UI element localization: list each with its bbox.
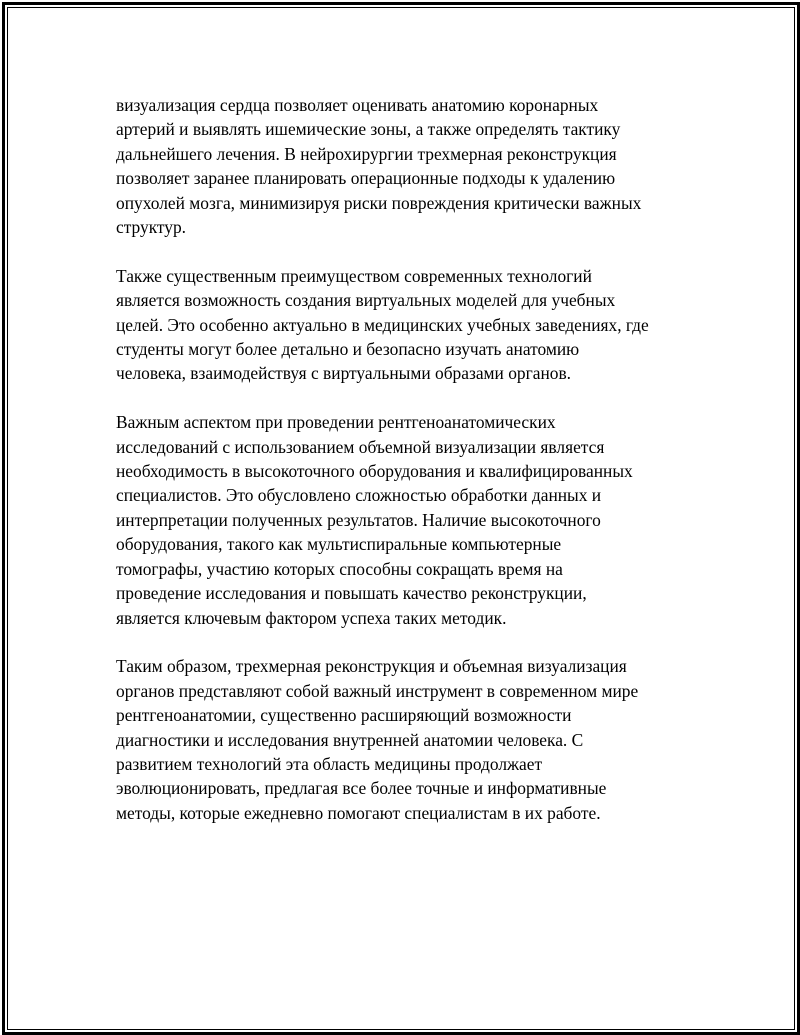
text-line: рентгеноанатомии, существенно расширяющий возможности <box>116 705 572 726</box>
text-line: интерпретации полученных результатов. Наличие высокоточного <box>116 509 601 530</box>
text-line: структур. <box>116 217 187 238</box>
paragraph-educational-models <box>116 264 701 386</box>
text-line: Важным аспектом при проведении рентгеноанатомических <box>116 412 556 433</box>
text-line: визуализация сердца позволяет оценивать анатомию коронарных <box>116 95 599 115</box>
text-line: развитием технологий эта область медицины продолжает <box>116 753 543 774</box>
text-line: оборудования, такого как мультиспиральные компьютерные <box>116 534 562 555</box>
text-line: целей. Это особенно актуально в медицинских учебных заведениях, где <box>116 314 649 335</box>
text-line: артерий и выявлять ишемические зоны, а также определять тактику <box>116 119 621 140</box>
text-line: Таким образом, трехмерная реконструкция и объемная визуализация <box>116 656 627 677</box>
document-body <box>116 93 701 850</box>
paragraph-equipment-specialists <box>116 410 701 630</box>
paragraph-conclusion <box>116 654 701 825</box>
text-line: исследований с использованием объемной визуализации является <box>116 436 605 457</box>
text-line: является ключевым фактором успеха таких методик. <box>116 607 507 628</box>
text-line: позволяет заранее планировать операционные подходы к удалению <box>116 168 616 189</box>
text-line: томографы, участию которых способны сокращать время на <box>116 558 563 579</box>
text-line: диагностики и исследования внутренней анатомии человека. С <box>116 729 584 750</box>
text-line: органов представляют собой важный инструмент в современном мире <box>116 680 639 701</box>
text-line: является возможность создания виртуальных моделей для учебных <box>116 290 616 311</box>
text-line: Также существенным преимуществом современных технологий <box>116 265 592 286</box>
text-line: проведение исследования и повышать качество реконструкции, <box>116 583 587 604</box>
text-line: необходимость в высокоточного оборудования и квалифицированных <box>116 461 633 482</box>
text-line: специалистов. Это обусловлено сложностью обработки данных и <box>116 485 602 506</box>
text-line: человека, взаимодействуя с виртуальными образами органов. <box>116 363 572 384</box>
text-line: опухолей мозга, минимизируя риски повреждения критически важных <box>116 192 642 213</box>
text-line: методы, которые ежедневно помогают специалистам в их работе. <box>116 802 601 823</box>
text-line: дальнейшего лечения. В нейрохирургии трехмерная реконструкция <box>116 143 617 164</box>
paragraph-heart-visualization <box>116 93 701 239</box>
text-line: эволюционировать, предлагая все более точные и информативные <box>116 778 607 799</box>
text-line: студенты могут более детально и безопасно изучать анатомию <box>116 339 580 360</box>
